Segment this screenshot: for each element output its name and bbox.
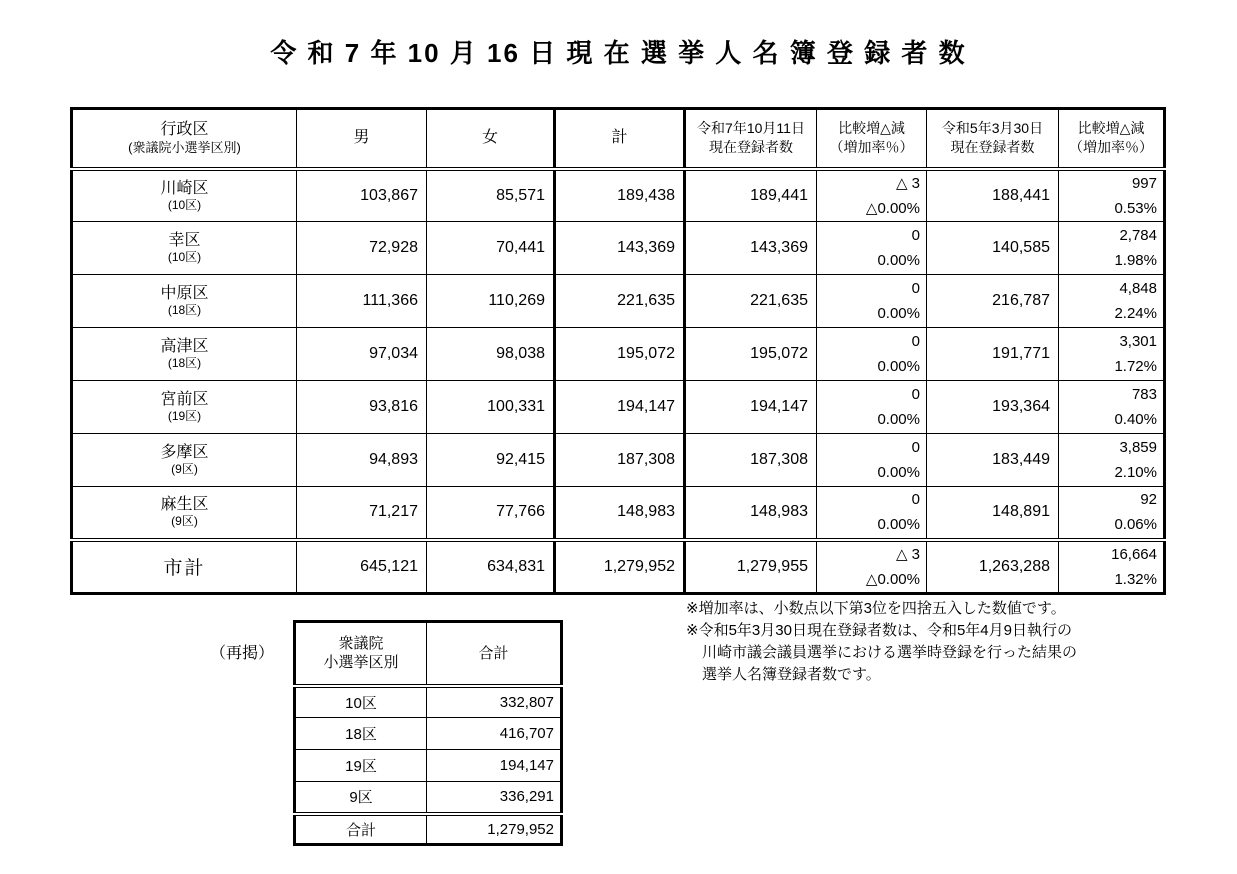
reprint-total: 416,707	[427, 718, 562, 750]
male-count: 97,034	[297, 328, 427, 381]
total-count: 1,279,952	[555, 540, 685, 594]
table-row-nakahara	[72, 275, 1165, 328]
diff1-percent: △0.00%	[865, 570, 920, 588]
diff2-percent: 0.06%	[1114, 516, 1157, 534]
district-sub: (10区)	[167, 197, 202, 212]
diff2-value: 783	[1131, 386, 1157, 403]
diff1-percent: 0.00%	[877, 516, 920, 534]
diff1-value: 0	[911, 333, 920, 350]
header-diff1	[817, 109, 927, 169]
district-name: 高津区	[160, 338, 209, 355]
diff1-cell	[817, 222, 927, 275]
header-oct11-line2: 現在登録者数	[709, 139, 793, 156]
diff1-cell	[817, 275, 927, 328]
footnote-reiwa5-line2: 川崎市議会議員選挙における選挙時登録を行った結果の	[702, 644, 1078, 661]
diff2-percent: 0.40%	[1114, 411, 1157, 428]
total-count: 194,147	[555, 381, 685, 434]
diff1-percent: 0.00%	[877, 305, 920, 322]
reprint-district: 19区	[295, 750, 427, 782]
header-oct11	[685, 109, 817, 169]
header-mar30-line1: 令和5年3月30日	[941, 120, 1044, 137]
diff2-percent: 0.53%	[1114, 199, 1157, 217]
male-count: 111,366	[297, 275, 427, 328]
header-diff2	[1059, 109, 1165, 169]
reprint-total: 332,807	[427, 686, 562, 718]
district-name: 多摩区	[160, 444, 209, 461]
header-total: 計	[555, 109, 685, 169]
table-row-kawasaki	[72, 169, 1165, 222]
district-cell	[72, 169, 297, 222]
reprint-total: 194,147	[427, 750, 562, 782]
reprint-district: 18区	[295, 718, 427, 750]
reprint-district: 9区	[295, 782, 427, 814]
oct11-count: 187,308	[685, 434, 817, 487]
header-oct11-line1: 令和7年10月11日	[697, 120, 805, 137]
district-name: 川崎区	[160, 179, 209, 197]
diff1-cell	[817, 434, 927, 487]
male-count: 645,121	[297, 540, 427, 594]
male-count: 94,893	[297, 434, 427, 487]
reprint-total-label: 合計	[295, 814, 427, 845]
header-diff2-line1: 比較増△減	[1077, 120, 1145, 137]
reprint-table	[293, 620, 563, 846]
header-diff2-line2: （増加率％）	[1069, 139, 1153, 156]
diff2-value: 4,848	[1119, 280, 1157, 297]
district-sub: (18区)	[167, 356, 202, 370]
diff2-cell	[1059, 275, 1165, 328]
diff1-value: 0	[911, 439, 920, 456]
reprint-header-district-line1: 衆議院	[338, 635, 384, 653]
city-total-label: 市計	[72, 540, 297, 594]
header-diff1-line2: （増加率％）	[829, 139, 914, 156]
diff1-percent: 0.00%	[877, 252, 920, 269]
district-cell	[72, 487, 297, 540]
district-sub: (19区)	[167, 409, 202, 423]
mar30-count: 148,891	[927, 487, 1059, 540]
diff2-percent: 1.72%	[1114, 358, 1157, 375]
diff2-value: 92	[1140, 491, 1157, 509]
reprint-row-19	[295, 750, 562, 782]
female-count: 98,038	[427, 328, 555, 381]
diff2-value: 3,859	[1119, 439, 1157, 456]
diff2-cell	[1059, 169, 1165, 222]
mar30-count: 140,585	[927, 222, 1059, 275]
diff1-value: 0	[911, 227, 920, 244]
diff2-cell	[1059, 381, 1165, 434]
district-sub: (9区)	[171, 514, 198, 529]
female-count: 77,766	[427, 487, 555, 540]
male-count: 103,867	[297, 169, 427, 222]
mar30-count: 216,787	[927, 275, 1059, 328]
district-name: 麻生区	[160, 496, 209, 514]
reprint-header-district	[295, 622, 427, 686]
diff1-value: △ 3	[895, 545, 920, 563]
district-sub: (18区)	[167, 303, 202, 317]
header-mar30	[927, 109, 1059, 169]
table-row-saiwai	[72, 222, 1165, 275]
reprint-table-header-row	[295, 622, 562, 686]
reprint-header-total: 合計	[427, 622, 562, 686]
header-district-label: 行政区	[160, 121, 209, 139]
reprint-total: 336,291	[427, 782, 562, 814]
reprint-row-total	[295, 814, 562, 845]
header-diff1-line1: 比較増△減	[838, 120, 905, 137]
table-row-tama	[72, 434, 1165, 487]
mar30-count: 191,771	[927, 328, 1059, 381]
diff2-percent: 1.32%	[1114, 570, 1157, 588]
diff1-value: 0	[911, 386, 920, 403]
header-mar30-line2: 現在登録者数	[950, 139, 1035, 156]
header-male: 男	[297, 109, 427, 169]
page-title: 令 和 7 年 10 月 16 日 現 在 選 挙 人 名 簿 登 録 者 数	[270, 38, 967, 68]
footnote-rounding: ※増加率は、小数点以下第3位を四捨五入した数値です。	[686, 600, 1066, 617]
diff1-percent: 0.00%	[877, 358, 920, 375]
district-name: 中原区	[160, 285, 209, 302]
diff1-cell	[817, 487, 927, 540]
diff2-cell	[1059, 328, 1165, 381]
diff1-value: 0	[911, 280, 920, 297]
district-name: 幸区	[168, 232, 201, 249]
oct11-count: 189,441	[685, 169, 817, 222]
total-count: 189,438	[555, 169, 685, 222]
oct11-count: 221,635	[685, 275, 817, 328]
total-count: 195,072	[555, 328, 685, 381]
diff1-cell	[817, 381, 927, 434]
mar30-count: 183,449	[927, 434, 1059, 487]
diff2-percent: 1.98%	[1114, 252, 1157, 269]
district-cell	[72, 222, 297, 275]
diff2-percent: 2.24%	[1114, 305, 1157, 322]
mar30-count: 1,263,288	[927, 540, 1059, 594]
diff2-value: 16,664	[1111, 545, 1157, 563]
header-district	[72, 109, 297, 169]
reprint-row-18	[295, 718, 562, 750]
header-female: 女	[427, 109, 555, 169]
reprint-label: （再掲）	[210, 645, 275, 662]
female-count: 92,415	[427, 434, 555, 487]
diff1-percent: △0.00%	[865, 199, 920, 217]
oct11-count: 1,279,955	[685, 540, 817, 594]
female-count: 634,831	[427, 540, 555, 594]
reprint-header-district-line2: 小選挙区別	[323, 654, 399, 672]
oct11-count: 194,147	[685, 381, 817, 434]
oct11-count: 195,072	[685, 328, 817, 381]
diff2-cell	[1059, 434, 1165, 487]
diff2-cell	[1059, 540, 1165, 594]
total-count: 221,635	[555, 275, 685, 328]
table-row-city-total	[72, 540, 1165, 594]
male-count: 71,217	[297, 487, 427, 540]
table-row-miyamae	[72, 381, 1165, 434]
footnote-reiwa5-line3: 選挙人名簿登録者数です。	[702, 666, 881, 683]
total-count: 187,308	[555, 434, 685, 487]
main-table-header-row	[72, 109, 1165, 169]
table-row-takatsu	[72, 328, 1165, 381]
footnotes	[686, 598, 1077, 686]
table-row-asao	[72, 487, 1165, 540]
female-count: 110,269	[427, 275, 555, 328]
reprint-district: 10区	[295, 686, 427, 718]
female-count: 100,331	[427, 381, 555, 434]
diff2-value: 997	[1131, 174, 1157, 192]
district-sub: (10区)	[167, 250, 202, 264]
oct11-count: 143,369	[685, 222, 817, 275]
diff1-value: 0	[911, 491, 920, 509]
diff2-cell	[1059, 222, 1165, 275]
diff1-cell	[817, 540, 927, 594]
oct11-count: 148,983	[685, 487, 817, 540]
female-count: 85,571	[427, 169, 555, 222]
total-count: 143,369	[555, 222, 685, 275]
total-count: 148,983	[555, 487, 685, 540]
diff1-cell	[817, 169, 927, 222]
male-count: 72,928	[297, 222, 427, 275]
diff2-percent: 2.10%	[1114, 464, 1157, 481]
diff2-value: 2,784	[1119, 227, 1157, 244]
district-cell	[72, 328, 297, 381]
district-name: 宮前区	[160, 391, 209, 408]
reprint-row-9	[295, 782, 562, 814]
district-cell	[72, 275, 297, 328]
main-table	[70, 107, 1166, 595]
header-district-sublabel: (衆議院小選挙区別)	[128, 140, 241, 156]
district-cell	[72, 434, 297, 487]
female-count: 70,441	[427, 222, 555, 275]
diff1-percent: 0.00%	[877, 411, 920, 428]
male-count: 93,816	[297, 381, 427, 434]
reprint-total-value: 1,279,952	[427, 814, 562, 845]
diff1-percent: 0.00%	[877, 464, 920, 481]
footnote-reiwa5-line1: ※令和5年3月30日現在登録者数は、令和5年4月9日執行の	[686, 622, 1072, 639]
mar30-count: 188,441	[927, 169, 1059, 222]
district-cell	[72, 381, 297, 434]
reprint-row-10	[295, 686, 562, 718]
diff2-value: 3,301	[1119, 333, 1157, 350]
mar30-count: 193,364	[927, 381, 1059, 434]
district-sub: (9区)	[171, 462, 198, 476]
diff1-value: △ 3	[895, 174, 920, 192]
diff2-cell	[1059, 487, 1165, 540]
diff1-cell	[817, 328, 927, 381]
